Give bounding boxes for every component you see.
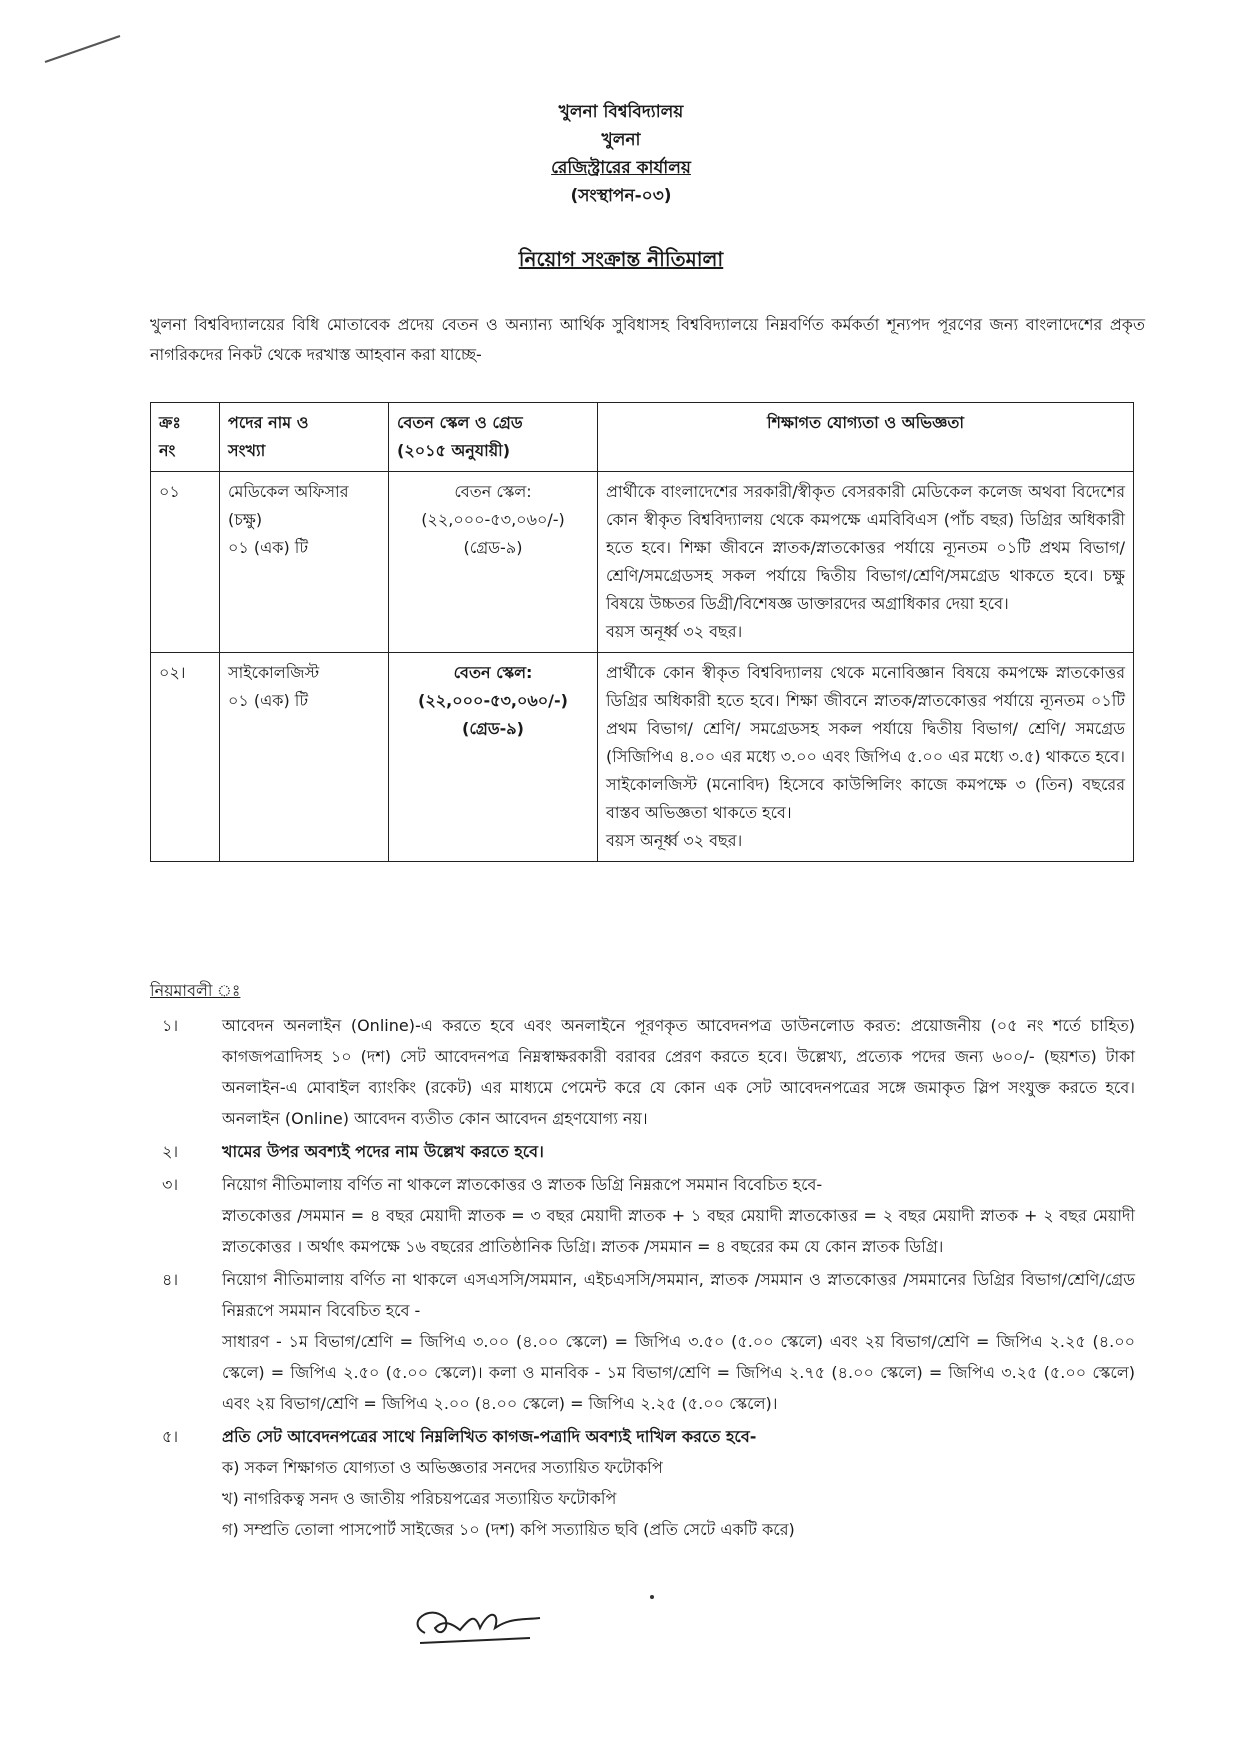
header-serial — [151, 403, 220, 472]
rule-detail: সাধারণ - ১ম বিভাগ/শ্রেণি = জিপিএ ৩.০০ (৪.০০ স্কেলে) = জিপিএ ৩.৫০ (৫.০০ স্কেলে) এবং ২য় বিভাগ/শ্রেণি = জিপিএ ২.২৫ (৪.০০ স্কেলে) = জিপিএ ২.৫০ (৫.০০ স্কেলে)। কলা ও মানবিক - ১ম বিভাগ/শ্রেণি = জিপিএ ২.৭৫ (৪.০০ স্কেলে) = জিপিএ ৩.২৫ (৫.০০ স্কেলে) এবং ২য় বিভাগ/শ্রেণি = জিপিএ ২.০০ (৪.০০ স্কেলে) = জিপিএ ২.২৫ (৫.০০ স্কেলে)। — [222, 1332, 1135, 1413]
post-count: ০১ (এক) টি — [228, 538, 309, 557]
table-row — [151, 472, 1134, 653]
header-post-line2: সংখ্যা — [228, 441, 266, 460]
header-scale-line1: বেতন স্কেল ও গ্রেড — [397, 413, 523, 432]
rule-number: ৫। — [161, 1427, 179, 1446]
rule-text: প্রতি সেট আবেদনপত্রের সাথে নিম্নলিখিত কাগজ-পত্রাদি অবশ্যই দাখিল করতে হবে- — [222, 1427, 757, 1446]
row-qualification — [598, 653, 1134, 862]
list-item — [150, 1010, 1135, 1134]
list-item — [150, 1136, 1135, 1167]
city-name: খুলনা — [601, 130, 641, 150]
required-document-item: খ) নাগরিকত্ব সনদ ও জাতীয় পরিচয়পত্রের সত্যায়িত ফটোকপি — [222, 1489, 617, 1508]
age-limit: বয়স অনূর্ধ্ব ৩২ বছর। — [606, 831, 743, 850]
rule-number: ১। — [161, 1016, 179, 1035]
rule-text: নিয়োগ নীতিমালায় বর্ণিত না থাকলে এসএসসি/সমমান, এইচএসসি/সমমান, স্নাতক /সমমান ও স্নাতকোত্তর /সমমানের ডিগ্রির বিভাগ/শ্রেণি/গ্রেড নিম্নরূপে সমমান বিবেচিত হবে - — [222, 1270, 1135, 1320]
signature-mark — [400, 1588, 550, 1658]
header-post — [220, 403, 389, 472]
post-name: সাইকোলজিস্ট — [228, 663, 320, 682]
qualification-text: প্রার্থীকে কোন স্বীকৃত বিশ্ববিদ্যালয় থেকে মনোবিজ্ঞান বিষয়ে কমপক্ষে স্নাতকোত্তর ডিগ্রির অধিকারী হতে হবে। শিক্ষা জীবনে স্নাতক/স্নাতকোত্তর পর্যায়ে ন্যূনতম ০১টি প্রথম বিভাগ/ শ্রেণি/ সমগ্রেডসহ সকল পর্যায়ে দ্বিতীয় বিভাগ/ শ্রেণি/ সমগ্রেড (সিজিপিএ ৪.০০ এর মধ্যে ৩.০০ এবং জিপিএ ৫.০০ এর মধ্যে ৩.৫) থাকতে হবে। সাইকোলজিস্ট (মনোবিদ) হিসেবে কাউন্সিলিং কাজে কমপক্ষে ৩ (তিন) বছরের বাস্তব অভিজ্ঞতা থাকতে হবে। — [606, 663, 1125, 822]
intro-paragraph: খুলনা বিশ্ববিদ্যালয়ের বিধি মোতাবেক প্রদেয় বেতন ও অন্যান্য আর্থিক সুবিধাসহ বিশ্ববিদ্যালয়ে নিম্নবর্ণিত কর্মকর্তা শূন্যপদ পূরণের জন্য বাংলাদেশের প্রকৃত নাগরিকদের নিকট থেকে দরখাস্ত আহবান করা যাচ্ছে- — [150, 315, 1145, 364]
rule-text: আবেদন অনলাইন (Online)-এ করতে হবে এবং অনলাইনে পূরণকৃত আবেদনপত্র ডাউনলোড করত: প্রয়োজনীয় (০৫ নং শর্তে চাহিত) কাগজপত্রাদিসহ ১০ (দশ) সেট আবেদনপত্র নিম্নস্বাক্ষরকারী বরাবর প্রেরণ করতে হবে। উল্লেখ্য, প্রত্যেক পদের জন্য ৬০০/- (ছয়শত) টাকা অনলাইন-এ মোবাইল ব্যাংকিং (রকেট) এর মাধ্যমে পেমেন্ট করে যে কোন এক সেট আবেদনপত্রের সঙ্গে জমাকৃত স্লিপ সংযুক্ত করতে হবে। অনলাইন (Online) আবেদন ব্যতীত কোন আবেদন গ্রহণযোগ্য নয়। — [222, 1016, 1135, 1128]
list-item — [150, 1264, 1135, 1419]
office-name: রেজিস্ট্রারের কার্যালয় — [551, 158, 691, 178]
reference-code: (সংস্থাপন-০৩) — [570, 186, 672, 206]
row-serial: ০১ — [151, 472, 220, 653]
list-item — [150, 1421, 1135, 1545]
header-scale — [389, 403, 598, 472]
header-post-line1: পদের নাম ও — [228, 413, 309, 432]
rules-heading: নিয়মাবলী ঃ — [150, 981, 241, 1000]
post-name-sub: (চক্ষু) — [228, 510, 263, 529]
rules-list — [150, 1010, 1135, 1547]
row-serial: ০২। — [151, 653, 220, 862]
scale-grade: (গ্রেড-৯) — [463, 538, 523, 557]
rule-number: ৩। — [161, 1175, 179, 1194]
post-name: মেডিকেল অফিসার — [228, 482, 349, 501]
letterhead — [0, 98, 1242, 210]
university-name: খুলনা বিশ্ববিদ্যালয় — [558, 102, 684, 122]
rule-text: নিয়োগ নীতিমালায় বর্ণিত না থাকলে স্নাতকোত্তর ও স্নাতক ডিগ্রি নিম্নরূপে সমমান বিবেচিত হবে- — [222, 1175, 823, 1194]
row-post — [220, 472, 389, 653]
row-scale — [389, 653, 598, 862]
rule-number: ২। — [161, 1142, 179, 1161]
rule-number: ৪। — [161, 1270, 179, 1289]
scale-range: (২২,০০০-৫৩,০৬০/-) — [418, 691, 568, 710]
header-serial-line2: নং — [159, 441, 176, 460]
row-qualification — [598, 472, 1134, 653]
rule-detail: স্নাতকোত্তর /সমমান = ৪ বছর মেয়াদী স্নাতক = ৩ বছর মেয়াদী স্নাতক + ১ বছর মেয়াদী স্নাতকোত্তর = ২ বছর মেয়াদী স্নাতক + ২ বছর মেয়াদী স্নাতকোত্তর । অর্থাৎ কমপক্ষে ১৬ বছরের প্রাতিষ্ঠানিক ডিগ্রি। স্নাতক /সমমান = ৪ বছরের কম যে কোন স্নাতক ডিগ্রি। — [222, 1206, 1135, 1256]
row-post — [220, 653, 389, 862]
ink-dot — [650, 1595, 654, 1599]
posts-table — [150, 402, 1134, 862]
scale-grade: (গ্রেড-৯) — [462, 719, 524, 738]
row-scale — [389, 472, 598, 653]
table-row — [151, 653, 1134, 862]
header-serial-line1: ক্রঃ — [159, 413, 181, 432]
list-item — [150, 1169, 1135, 1262]
required-document-item: ক) সকল শিক্ষাগত যোগ্যতা ও অভিজ্ঞতার সনদের সত্যায়িত ফটোকপি — [222, 1458, 663, 1477]
table-header-row — [151, 403, 1134, 472]
rule-text: খামের উপর অবশ্যই পদের নাম উল্লেখ করতে হবে। — [222, 1142, 544, 1161]
scale-label: বেতন স্কেল: — [454, 482, 532, 501]
age-limit: বয়স অনূর্ধ্ব ৩২ বছর। — [606, 622, 743, 641]
document-title: নিয়োগ সংক্রান্ত নীতিমালা — [518, 247, 724, 271]
post-count: ০১ (এক) টি — [228, 691, 309, 710]
required-document-item: গ) সম্প্রতি তোলা পাসপোর্ট সাইজের ১০ (দশ) কপি সত্যায়িত ছবি (প্রতি সেটে একটি করে) — [222, 1520, 795, 1539]
scale-label: বেতন স্কেল: — [453, 663, 533, 682]
scale-range: (২২,০০০-৫৩,০৬০/-) — [421, 510, 565, 529]
header-qualification: শিক্ষাগত যোগ্যতা ও অভিজ্ঞতা — [598, 403, 1134, 472]
header-scale-line2: (২০১৫ অনুযায়ী) — [397, 441, 511, 460]
pen-stroke-mark — [40, 30, 130, 70]
qualification-text: প্রার্থীকে বাংলাদেশের সরকারী/স্বীকৃত বেসরকারী মেডিকেল কলেজ অথবা বিদেশের কোন স্বীকৃত বিশ্ববিদ্যালয় থেকে কমপক্ষে এমবিবিএস (পাঁচ বছর) ডিগ্রির অধিকারী হতে হবে। শিক্ষা জীবনে স্নাতক/স্নাতকোত্তর পর্যায়ে ন্যূনতম ০১টি প্রথম বিভাগ/শ্রেণি/সমগ্রেডসহ সকল পর্যায়ে দ্বিতীয় বিভাগ/শ্রেণি/সমগ্রেড থাকতে হবে। চক্ষু বিষয়ে উচ্চতর ডিগ্রী/বিশেষজ্ঞ ডাক্তারদের অগ্রাধিকার দেয়া হবে। — [606, 482, 1125, 613]
